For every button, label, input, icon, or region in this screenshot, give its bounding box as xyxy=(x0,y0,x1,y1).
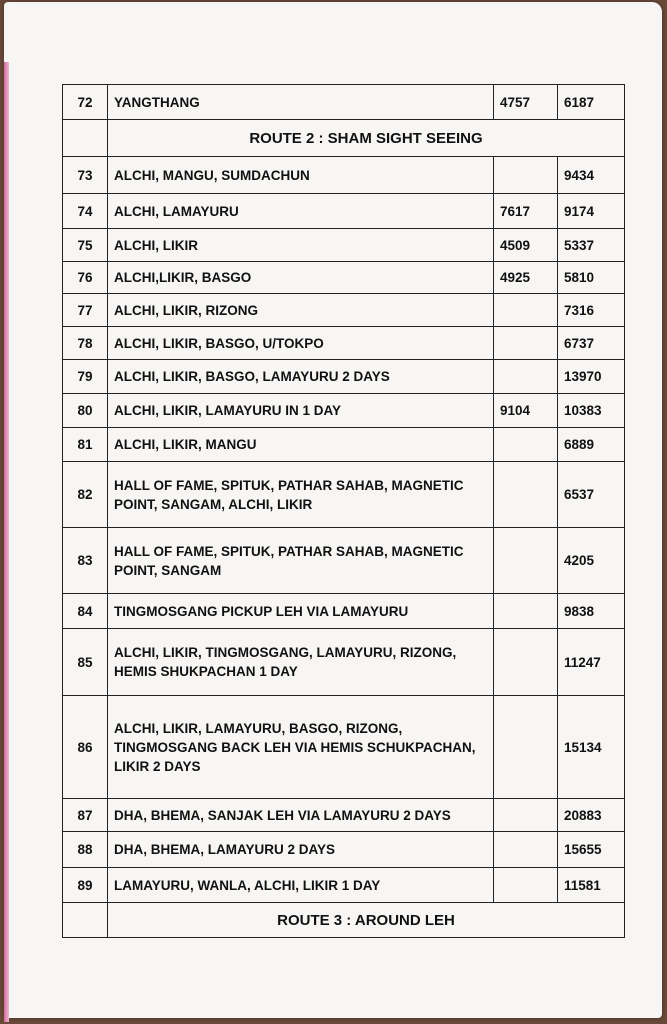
row-rate-2: 20883 xyxy=(558,799,625,832)
row-rate-2: 6537 xyxy=(558,462,625,528)
row-destination: LAMAYURU, WANLA, ALCHI, LIKIR 1 DAY xyxy=(108,868,494,903)
row-rate-1 xyxy=(494,832,558,868)
row-destination: ALCHI, LIKIR, TINGMOSGANG, LAMAYURU, RIZONG, HEMIS SHUKPACHAN 1 DAY xyxy=(108,629,494,696)
row-rate-2: 9434 xyxy=(558,157,625,194)
row-destination: ALCHI, LIKIR xyxy=(108,229,494,262)
section-header-row xyxy=(63,903,625,938)
route-2-title: ROUTE 2 : SHAM SIGHT SEEING xyxy=(108,120,625,157)
row-number: 73 xyxy=(63,157,108,194)
row-rate-2: 7316 xyxy=(558,294,625,327)
section-header-spacer xyxy=(63,903,108,938)
row-number: 74 xyxy=(63,194,108,229)
row-number: 76 xyxy=(63,262,108,294)
row-rate-2: 10383 xyxy=(558,394,625,428)
row-number: 84 xyxy=(63,594,108,629)
row-destination: ALCHI, LIKIR, LAMAYURU IN 1 DAY xyxy=(108,394,494,428)
row-number: 87 xyxy=(63,799,108,832)
table-row xyxy=(63,799,625,832)
table-row xyxy=(63,294,625,327)
row-rate-1 xyxy=(494,428,558,462)
table-row xyxy=(63,262,625,294)
row-rate-2: 6187 xyxy=(558,85,625,120)
row-rate-1 xyxy=(494,594,558,629)
table-row xyxy=(63,832,625,868)
tariff-table xyxy=(62,84,625,938)
table-row xyxy=(63,462,625,528)
row-rate-2: 9838 xyxy=(558,594,625,629)
row-destination: DHA, BHEMA, SANJAK LEH VIA LAMAYURU 2 DAYS xyxy=(108,799,494,832)
row-rate-2: 9174 xyxy=(558,194,625,229)
row-rate-2: 6889 xyxy=(558,428,625,462)
document-page xyxy=(4,2,662,1018)
row-destination: YANGTHANG xyxy=(108,85,494,120)
row-rate-2: 6737 xyxy=(558,327,625,360)
row-rate-2: 15134 xyxy=(558,696,625,799)
table-row xyxy=(63,360,625,394)
row-number: 79 xyxy=(63,360,108,394)
table-row xyxy=(63,394,625,428)
table-row xyxy=(63,85,625,120)
row-number: 88 xyxy=(63,832,108,868)
row-rate-2: 5810 xyxy=(558,262,625,294)
row-number: 82 xyxy=(63,462,108,528)
row-rate-1 xyxy=(494,157,558,194)
row-destination: HALL OF FAME, SPITUK, PATHAR SAHAB, MAGNETIC POINT, SANGAM xyxy=(108,528,494,594)
row-destination: ALCHI, LAMAYURU xyxy=(108,194,494,229)
row-destination: ALCHI,LIKIR, BASGO xyxy=(108,262,494,294)
table-row xyxy=(63,868,625,903)
row-number: 86 xyxy=(63,696,108,799)
row-destination: ALCHI, LIKIR, LAMAYURU, BASGO, RIZONG, TINGMOSGANG BACK LEH VIA HEMIS SCHUKPACHAN, LIKIR 2 DAYS xyxy=(108,696,494,799)
row-number: 77 xyxy=(63,294,108,327)
row-rate-1 xyxy=(494,629,558,696)
row-rate-1 xyxy=(494,528,558,594)
row-rate-1 xyxy=(494,294,558,327)
table-row xyxy=(63,696,625,799)
row-rate-1: 4925 xyxy=(494,262,558,294)
table-row xyxy=(63,157,625,194)
section-header-spacer xyxy=(63,120,108,157)
row-destination: ALCHI, LIKIR, BASGO, U/TOKPO xyxy=(108,327,494,360)
row-rate-2: 4205 xyxy=(558,528,625,594)
table-row xyxy=(63,327,625,360)
row-rate-1 xyxy=(494,696,558,799)
section-header-row xyxy=(63,120,625,157)
row-destination: ALCHI, MANGU, SUMDACHUN xyxy=(108,157,494,194)
row-destination: ALCHI, LIKIR, RIZONG xyxy=(108,294,494,327)
table-row xyxy=(63,428,625,462)
row-number: 89 xyxy=(63,868,108,903)
row-number: 75 xyxy=(63,229,108,262)
row-rate-2: 5337 xyxy=(558,229,625,262)
row-rate-2: 15655 xyxy=(558,832,625,868)
row-rate-1 xyxy=(494,868,558,903)
row-number: 85 xyxy=(63,629,108,696)
row-rate-1: 9104 xyxy=(494,394,558,428)
row-number: 78 xyxy=(63,327,108,360)
row-rate-1 xyxy=(494,462,558,528)
row-destination: DHA, BHEMA, LAMAYURU 2 DAYS xyxy=(108,832,494,868)
route-3-title: ROUTE 3 : AROUND LEH xyxy=(108,903,625,938)
page-edge xyxy=(4,62,9,1022)
row-rate-1: 4757 xyxy=(494,85,558,120)
table-row xyxy=(63,194,625,229)
row-destination: ALCHI, LIKIR, MANGU xyxy=(108,428,494,462)
row-rate-1: 7617 xyxy=(494,194,558,229)
table-row xyxy=(63,594,625,629)
row-number: 83 xyxy=(63,528,108,594)
table-row xyxy=(63,229,625,262)
row-rate-2: 11247 xyxy=(558,629,625,696)
row-rate-1 xyxy=(494,799,558,832)
row-rate-2: 11581 xyxy=(558,868,625,903)
row-destination: TINGMOSGANG PICKUP LEH VIA LAMAYURU xyxy=(108,594,494,629)
row-destination: HALL OF FAME, SPITUK, PATHAR SAHAB, MAGNETIC POINT, SANGAM, ALCHI, LIKIR xyxy=(108,462,494,528)
row-destination: ALCHI, LIKIR, BASGO, LAMAYURU 2 DAYS xyxy=(108,360,494,394)
row-number: 72 xyxy=(63,85,108,120)
table-row xyxy=(63,629,625,696)
row-rate-2: 13970 xyxy=(558,360,625,394)
row-rate-1 xyxy=(494,360,558,394)
row-rate-1: 4509 xyxy=(494,229,558,262)
row-number: 81 xyxy=(63,428,108,462)
row-number: 80 xyxy=(63,394,108,428)
table-row xyxy=(63,528,625,594)
row-rate-1 xyxy=(494,327,558,360)
